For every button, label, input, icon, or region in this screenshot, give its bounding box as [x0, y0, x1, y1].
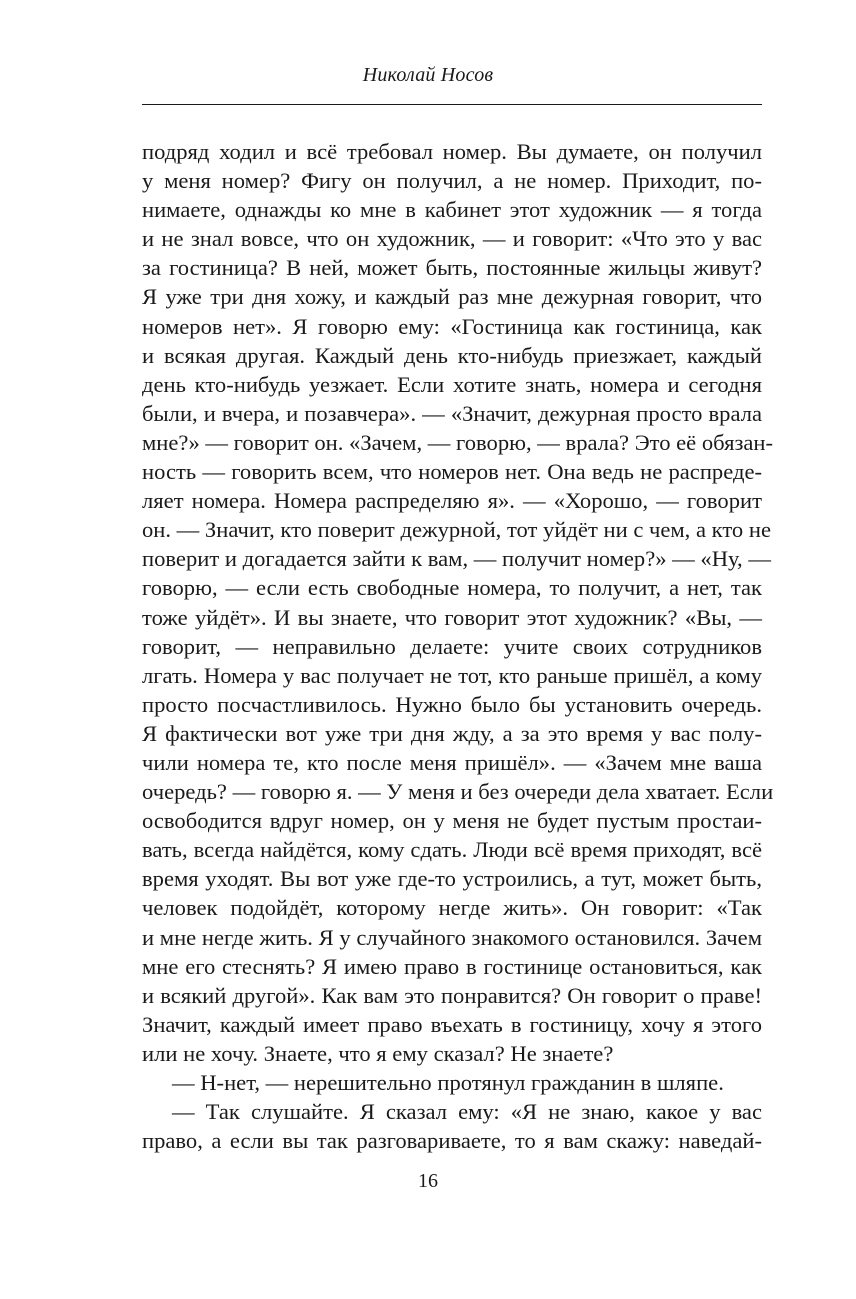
text-line: время уходят. Вы вот уже где-то устроились, а тут, может быть,: [142, 866, 762, 892]
text-line: или не хочу. Знаете, что я ему сказал? Не знаете?: [142, 1040, 614, 1066]
text-line: ляет номера. Номера распределяю я». — «Хорошо, — говорит: [142, 488, 762, 514]
text-line: день кто-нибудь уезжает. Если хотите знать, номера и сегодня: [142, 371, 762, 397]
text-line: и всякий другой». Как вам это понравится? Он говорит о праве!: [142, 982, 762, 1008]
text-line: очередь? — говорю я. — У меня и без очереди дела хватает. Если: [142, 779, 774, 805]
text-line: за гостиница? В ней, может быть, постоянные жильцы живут?: [142, 255, 762, 281]
text-line: просто посчастливилось. Нужно было бы установить очередь.: [142, 691, 762, 717]
text-line: он. — Значит, кто поверит дежурной, тот уйдёт ни с чем, а кто не: [142, 517, 771, 543]
text-line: право, а если вы так разговариваете, то я вам скажу: наведай-: [142, 1128, 762, 1154]
text-line: лгать. Номера у вас получает не тот, кто раньше пришёл, а кому: [142, 662, 762, 688]
text-line: были, и вчера, и позавчера». — «Значит, дежурная просто врала: [142, 400, 762, 426]
text-line: и мне негде жить. Я у случайного знакомого остановился. Зачем: [142, 924, 762, 950]
text-line: подряд ходил и всё требовал номер. Вы думаете, он получил: [142, 139, 762, 164]
text-line: человек подойдёт, которому негде жить». Он говорит: «Так: [142, 895, 762, 921]
text-line: говорит, — неправильно делаете: учите своих сотрудников: [142, 633, 762, 659]
page-number: 16: [418, 1170, 438, 1192]
text-line: у меня номер? Фигу он получил, а не номер. Приходит, по-: [142, 168, 762, 194]
header-rule: [142, 104, 762, 105]
text-line: нимаете, однажды ко мне в кабинет этот художник — я тогда: [142, 197, 762, 223]
text-line: Я уже три дня хожу, и каждый раз мне дежурная говорит, что: [142, 284, 762, 310]
text-line: тоже уйдёт». И вы знаете, что говорит этот художник? «Вы, —: [142, 604, 762, 630]
text-line: говорю, — если есть свободные номера, то получит, а нет, так: [142, 575, 762, 601]
text-line: ность — говорить всем, что номеров нет. Она ведь не распреде-: [142, 459, 762, 485]
text-line: поверит и догадается зайти к вам, — получит номер?» — «Ну, —: [142, 546, 771, 572]
text-line: вать, всегда найдётся, кому сдать. Люди всё время приходят, всё: [142, 837, 762, 863]
text-line: и всякая другая. Каждый день кто-нибудь приезжает, каждый: [142, 342, 762, 368]
page-body: [142, 137, 774, 1155]
text-line: — Н-нет, — нерешительно протянул гражданин в шляпе.: [172, 1070, 724, 1095]
text-line: чили номера те, кто после меня пришёл». — «Зачем мне ваша: [142, 749, 762, 775]
text-line: и не знал вовсе, что он художник, — и говорит: «Что это у вас: [142, 226, 762, 252]
text-line: — Так слушайте. Я сказал ему: «Я не знаю, какое у вас: [172, 1099, 762, 1125]
text-line: освободится вдруг номер, он у меня не будет пустым простаи-: [142, 808, 762, 834]
text-line: мне его стеснять? Я имею право в гостинице остановиться, как: [142, 953, 762, 979]
text-line: Я фактически вот уже три дня жду, а за это время у вас полу-: [142, 720, 762, 746]
text-line: номеров нет». Я говорю ему: «Гостиница как гостиница, как: [142, 313, 762, 339]
running-head: Николай Носов: [362, 64, 494, 86]
text-line: мне?» — говорит он. «Зачем, — говорю, — врала? Это её обязан-: [142, 429, 774, 455]
text-line: Значит, каждый имеет право въехать в гостиницу, хочу я этого: [142, 1011, 762, 1037]
